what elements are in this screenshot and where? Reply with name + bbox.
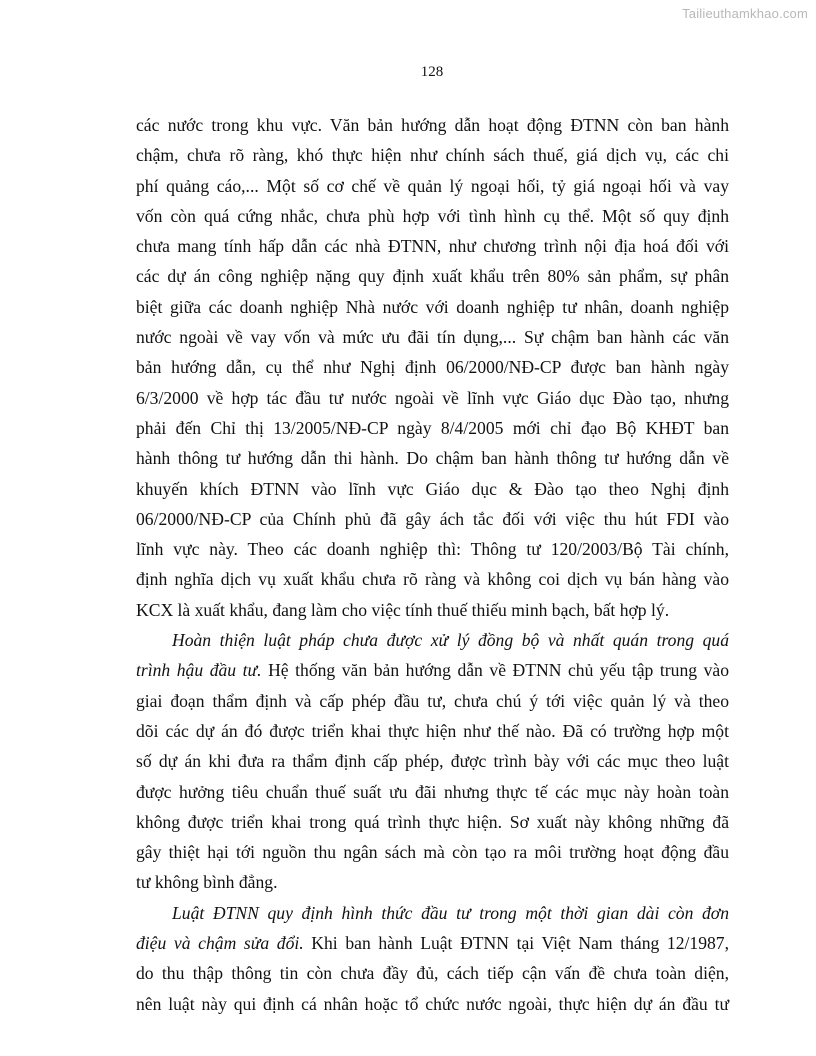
paragraph-line: 06/2000/NĐ-CP của Chính phủ đã gây ách tắc đối với việc thu hút FDI vào: [136, 508, 729, 529]
paragraph-line: không được triển khai trong quá trình thực hiện. Sơ xuất này không những đã: [136, 811, 729, 832]
paragraph-line: dõi các dự án đó được triển khai thực hiện như thế nào. Đã có trường hợp một: [136, 720, 729, 741]
paragraph-line: nước ngoài về vay vốn và mức ưu đãi tín dụng,... Sự chậm ban hành các văn: [136, 327, 729, 348]
paragraph-line: KCX là xuất khẩu, đang làm cho việc tính thuế thiếu minh bạch, bất hợp lý.: [136, 599, 670, 620]
paragraph-text: Hệ thống văn bản hướng dẫn về ĐTNN chủ yếu tập trung vào: [261, 660, 729, 681]
paragraph-line: được hưởng tiêu chuẩn thuế suất ưu đãi nhưng thực tế các mục này hoàn toàn: [136, 781, 729, 802]
italic-heading: trình hậu đầu tư.: [136, 660, 262, 681]
paragraph-line: do thu thập thông tin còn chưa đầy đủ, cách tiếp cận vấn đề chưa toàn diện,: [136, 963, 729, 984]
paragraph-line: giai đoạn thẩm định và cấp phép đầu tư, chưa chú ý tới việc quản lý và theo: [136, 690, 729, 711]
paragraph-line: các dự án công nghiệp nặng quy định xuất khẩu trên 80% sản phẩm, sự phân: [136, 266, 729, 287]
paragraph-line: biệt giữa các doanh nghiệp Nhà nước với doanh nghiệp tư nhân, doanh nghiệp: [136, 296, 729, 317]
italic-heading: Luật ĐTNN quy định hình thức đầu tư trong một thời gian dài còn đơn: [172, 902, 729, 923]
paragraph-line: gây thiệt hại tới nguồn thu ngân sách mà còn tạo ra môi trường hoạt động đầu: [136, 842, 729, 863]
paragraph-line: bản hướng dẫn, cụ thể như Nghị định 06/2000/NĐ-CP được ban hành ngày: [136, 357, 729, 378]
paragraph-line: [136, 625, 729, 655]
italic-heading: điệu và chậm sửa đổi.: [136, 933, 304, 954]
paragraph-line: 6/3/2000 về hợp tác đầu tư nước ngoài về lĩnh vực Giáo dục Đào tạo, nhưng: [136, 387, 729, 408]
paragraph-line: lĩnh vực này. Theo các doanh nghiệp thì: Thông tư 120/2003/Bộ Tài chính,: [136, 539, 729, 560]
paragraph-text: Khi ban hành Luật ĐTNN tại Việt Nam tháng 12/1987,: [303, 933, 729, 954]
paragraph-line: [136, 655, 729, 685]
document-body: [136, 110, 729, 1019]
paragraph-line: vốn còn quá cứng nhắc, chưa phù hợp với tình hình cụ thể. Một số quy định: [136, 205, 729, 226]
paragraph-line: hành thông tư hướng dẫn thi hành. Do chậm ban hành thông tư hướng dẫn về: [136, 448, 729, 469]
paragraph-line: [136, 928, 729, 958]
paragraph-line: các nước trong khu vực. Văn bản hướng dẫn hoạt động ĐTNN còn ban hành: [136, 115, 729, 135]
italic-heading: Hoàn thiện luật pháp chưa được xử lý đồng bộ và nhất quán trong quá: [172, 630, 729, 651]
page-number: 128: [420, 64, 444, 80]
paragraph-line: [136, 898, 729, 928]
paragraph-line: chậm, chưa rõ ràng, khó thực hiện như chính sách thuế, giá dịch vụ, các chi: [136, 145, 729, 166]
watermark: Tailieuthamkhao.com: [682, 6, 808, 21]
paragraph-line: nên luật này qui định cá nhân hoặc tổ chức nước ngoài, thực hiện dự án đầu tư: [136, 993, 729, 1014]
paragraph-line: khuyến khích ĐTNN vào lĩnh vực Giáo dục & Đào tạo theo Nghị định: [136, 478, 729, 499]
paragraph-line: tư không bình đẳng.: [136, 872, 278, 893]
paragraph-line: chưa mang tính hấp dẫn các nhà ĐTNN, như chương trình nội địa hoá đối với: [136, 236, 729, 257]
paragraph-line: phải đến Chỉ thị 13/2005/NĐ-CP ngày 8/4/2005 mới chỉ đạo Bộ KHĐT ban: [136, 417, 729, 438]
paragraph-line: phí quảng cáo,... Một số cơ chế về quản lý ngoại hối, tỷ giá ngoại hối và vay: [136, 175, 729, 196]
paragraph-line: số dự án khi đưa ra thẩm định cấp phép, được trình bày với các mục theo luật: [136, 751, 729, 772]
paragraph-line: định nghĩa dịch vụ xuất khẩu chưa rõ ràng và không coi dịch vụ bán hàng vào: [136, 569, 729, 590]
